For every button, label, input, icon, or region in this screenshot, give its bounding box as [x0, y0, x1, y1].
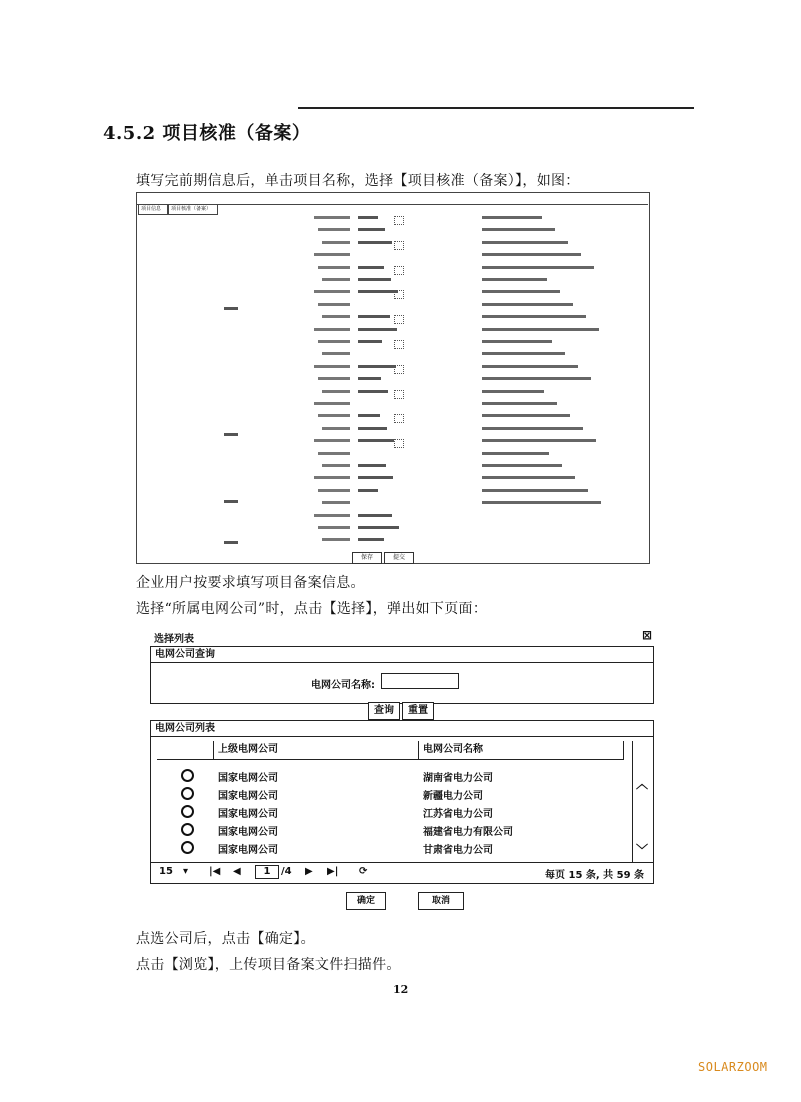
pager-summary: 每页 15 条, 共 59 条 [545, 870, 645, 881]
form-field-value [358, 538, 384, 541]
form-field-note [482, 377, 591, 380]
list-panel [150, 720, 654, 884]
form-field-note [482, 501, 601, 504]
form-field-value [358, 340, 382, 343]
query-panel-title: 电网公司查询 [151, 647, 653, 663]
form-field-label [318, 228, 350, 231]
form-field-label [314, 439, 350, 442]
form-field-label [314, 216, 350, 219]
form-field-value [358, 390, 388, 393]
form-field-note [482, 315, 586, 318]
form-field-value [358, 489, 378, 492]
row-radio[interactable] [181, 769, 194, 782]
pager [151, 862, 653, 883]
form-field-note [482, 340, 552, 343]
form-field-value [358, 328, 397, 331]
page-number: 12 [393, 983, 409, 996]
form-field-label [314, 328, 350, 331]
after-select-paragraph: 点选公司后，点击【确定】。 [136, 931, 315, 947]
row-company-name: 新疆电力公司 [423, 791, 483, 802]
form-group-label [224, 307, 238, 310]
form-field-input [394, 216, 404, 225]
form-field-label [314, 253, 350, 256]
form-field-label [314, 290, 350, 293]
form-field-input [394, 439, 404, 448]
form-field-note [482, 266, 594, 269]
form-field-note [482, 476, 575, 479]
user-fill-paragraph: 企业用户按要求填写项目备案信息。 [136, 575, 365, 591]
form-field-note [482, 452, 549, 455]
form-field-value [358, 464, 386, 467]
intro-paragraph: 填写完前期信息后，单击项目名称，选择【项目核准（备案）】，如图： [136, 173, 580, 189]
table-header-name: 电网公司名称 [419, 741, 624, 760]
form-field-value [358, 476, 393, 479]
form-group-label [224, 500, 238, 503]
form-field-note [482, 303, 573, 306]
refresh-icon[interactable]: ⟳ [359, 866, 368, 877]
chevron-down-icon[interactable]: ▾ [183, 866, 189, 877]
first-page-icon[interactable]: |◀ [209, 866, 221, 877]
form-field-label [322, 390, 350, 393]
form-field-label [322, 241, 350, 244]
form-field-value [358, 365, 396, 368]
form-field-note [482, 328, 599, 331]
form-field-label [318, 266, 350, 269]
form-tab-project-info[interactable]: 项目信息 [138, 204, 168, 215]
form-field-label [322, 427, 350, 430]
query-button[interactable]: 查询 [368, 702, 400, 720]
form-field-value [358, 377, 381, 380]
form-field-value [358, 414, 380, 417]
form-field-note [482, 489, 588, 492]
list-panel-title: 电网公司列表 [151, 721, 653, 737]
form-field-label [318, 303, 350, 306]
row-company-name: 甘肃省电力公司 [423, 845, 493, 856]
ok-button[interactable]: 确定 [346, 892, 386, 910]
form-group-label [224, 541, 238, 544]
form-field-label [322, 464, 350, 467]
chevron-up-icon[interactable]: ︿ [636, 777, 649, 791]
table-row[interactable] [157, 839, 627, 857]
query-panel [150, 646, 654, 704]
form-field-label [318, 414, 350, 417]
form-field-note [482, 402, 557, 405]
form-field-label [314, 402, 350, 405]
form-field-label [314, 365, 350, 368]
form-field-input [394, 340, 404, 349]
row-parent-company: 国家电网公司 [218, 809, 278, 820]
form-field-value [358, 526, 399, 529]
form-field-note [482, 278, 547, 281]
form-field-value [358, 439, 394, 442]
section-heading: 4.5.2 项目核准（备案） [103, 123, 311, 144]
form-tab-approval[interactable]: 项目核准（备案） [168, 204, 218, 215]
row-parent-company: 国家电网公司 [218, 773, 278, 784]
form-field-value [358, 427, 387, 430]
form-field-value [358, 514, 392, 517]
form-submit-button[interactable]: 提交 [384, 552, 414, 564]
select-dialog [148, 626, 658, 916]
form-field-label [318, 377, 350, 380]
form-field-value [358, 290, 398, 293]
form-field-label [322, 501, 350, 504]
form-save-button[interactable]: 保存 [352, 552, 382, 564]
form-screenshot [136, 192, 650, 564]
form-field-input [394, 414, 404, 423]
page-size-select[interactable]: 15 [159, 866, 173, 877]
form-field-note [482, 216, 542, 219]
close-icon[interactable]: ⊠ [641, 628, 652, 642]
form-field-note [482, 365, 578, 368]
form-field-input [394, 241, 404, 250]
form-field-input [394, 390, 404, 399]
reset-button[interactable]: 重置 [402, 702, 434, 720]
form-field-label [322, 538, 350, 541]
form-field-value [358, 216, 378, 219]
row-parent-company: 国家电网公司 [218, 791, 278, 802]
form-field-note [482, 290, 560, 293]
select-company-paragraph: 选择“所属电网公司”时，点击【选择】，弹出如下页面： [136, 601, 488, 617]
form-field-note [482, 390, 544, 393]
table-scrollbar[interactable] [632, 741, 649, 863]
form-field-note [482, 241, 568, 244]
form-field-input [394, 365, 404, 374]
form-field-note [482, 439, 596, 442]
row-radio[interactable] [181, 841, 194, 854]
form-field-value [358, 278, 391, 281]
table-row[interactable] [157, 767, 627, 785]
dialog-title: 选择列表 [154, 634, 194, 645]
row-radio[interactable] [181, 787, 194, 800]
company-name-input[interactable] [381, 673, 459, 689]
form-field-input [394, 290, 404, 299]
cancel-button[interactable]: 取消 [418, 892, 464, 910]
table-header-select [157, 741, 214, 760]
form-field-input [394, 266, 404, 275]
table-row[interactable] [157, 821, 627, 839]
form-field-input [394, 315, 404, 324]
total-pages: /4 [281, 866, 292, 877]
form-field-label [322, 352, 350, 355]
form-field-value [358, 315, 390, 318]
row-company-name: 福建省电力有限公司 [423, 827, 513, 838]
form-field-label [322, 315, 350, 318]
row-radio[interactable] [181, 823, 194, 836]
prev-page-icon[interactable]: ◀ [233, 866, 241, 877]
form-field-label [322, 278, 350, 281]
form-field-note [482, 464, 562, 467]
form-field-note [482, 427, 583, 430]
form-field-label [318, 526, 350, 529]
chevron-down-icon[interactable]: ﹀ [636, 843, 649, 857]
form-field-label [318, 340, 350, 343]
header-rule [298, 107, 694, 109]
form-field-value [358, 266, 384, 269]
form-field-label [314, 476, 350, 479]
last-page-icon[interactable]: ▶| [327, 866, 339, 877]
row-company-name: 湖南省电力公司 [423, 773, 493, 784]
form-field-label [318, 452, 350, 455]
watermark: SOLARZOOM [698, 1060, 768, 1074]
company-name-label: 电网公司名称: [311, 680, 375, 691]
browse-paragraph: 点击【浏览】，上传项目备案文件扫描件。 [136, 957, 401, 973]
current-page-input[interactable]: 1 [255, 865, 279, 879]
row-parent-company: 国家电网公司 [218, 845, 278, 856]
table-header-parent: 上级电网公司 [214, 741, 419, 760]
table-row[interactable] [157, 785, 627, 803]
form-field-value [358, 228, 385, 231]
next-page-icon[interactable]: ▶ [305, 866, 313, 877]
form-field-label [314, 514, 350, 517]
table-row[interactable] [157, 803, 627, 821]
form-field-note [482, 228, 555, 231]
row-parent-company: 国家电网公司 [218, 827, 278, 838]
form-field-label [318, 489, 350, 492]
row-radio[interactable] [181, 805, 194, 818]
row-company-name: 江苏省电力公司 [423, 809, 493, 820]
form-field-value [358, 241, 392, 244]
form-group-label [224, 433, 238, 436]
form-field-note [482, 253, 581, 256]
form-field-note [482, 414, 570, 417]
form-field-note [482, 352, 565, 355]
